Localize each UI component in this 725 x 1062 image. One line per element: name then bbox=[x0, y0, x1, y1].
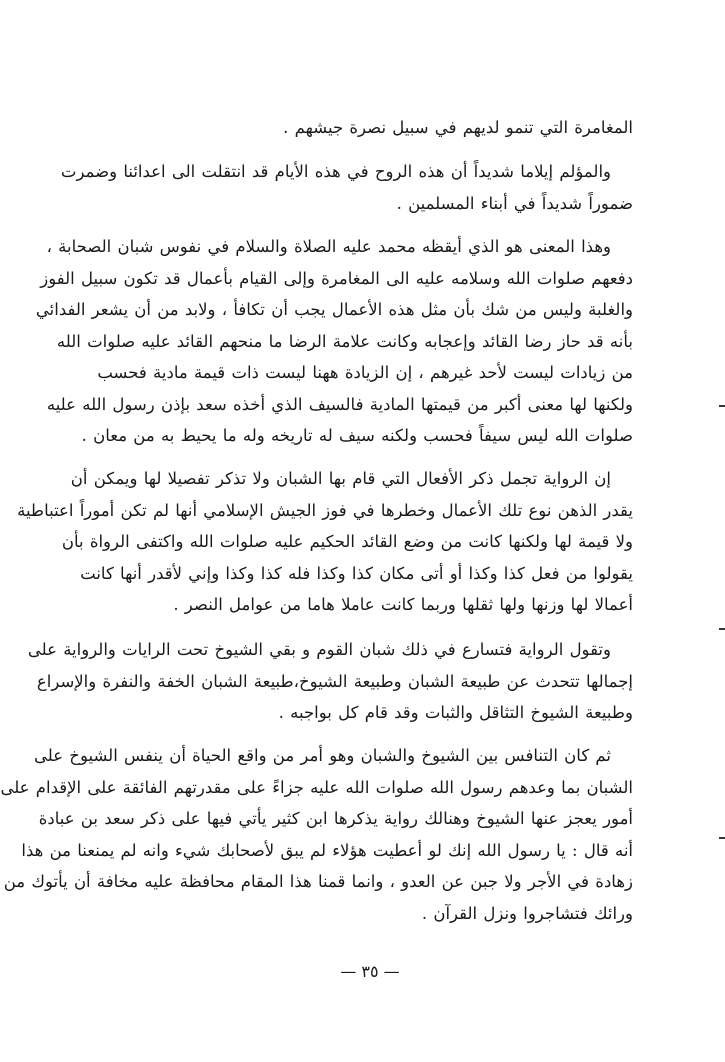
text-line: إن الرواية تجمل ذكر الأفعال التي قام بها الشبان ولا تذكر تفصيلا لها ويمكن أن bbox=[70, 469, 611, 488]
text-line: زهادة في الأجر ولا جبن عن العدو ، وانما قمنا هذا المقام محافظة عليه مخافة أن يأتوك من bbox=[3, 872, 633, 891]
text-line: من زيادات ليست لأحد غيرهم ، إن الزيادة ههنا ليست ذات قيمة مادية فحسب bbox=[97, 363, 633, 382]
text-line: أنه قال : يا رسول الله إنك لو أعطيت هؤلاء لم يبق لأصحابك شيء وانه لم يمنعنا من هذا bbox=[21, 840, 633, 860]
text-line: دفعهم صلوات الله وسلامه عليه الى المغامرة وإلى القيام بأعمال قد تكون سبيل الفوز bbox=[40, 268, 633, 288]
text-line: يقولوا من فعل كذا وكذا أو أتى مكان كذا وكذا فله كذا وكذا وإني لأقدر أنها كانت bbox=[80, 563, 633, 583]
text-line: الشبان بما وعدهم رسول الله صلوات الله عليه جزاءً على مقدرتهم الفائقة على الإقدام على bbox=[0, 777, 633, 797]
text-line: والغلبة وليس من شك بأن مثل هذه الأعمال يجب أن تكافأ ، ولابد من أن يشعر الفدائي bbox=[35, 300, 633, 319]
text-line: ثم كان التنافس بين الشيوخ والشبان وهو أمر من واقع الحياة أن ينفس الشيوخ على bbox=[33, 746, 611, 765]
paragraph-1-continuation bbox=[123, 112, 633, 144]
paragraph-4 bbox=[17, 463, 633, 621]
text-line: المغامرة التي تنمو لديهم في سبيل نصرة جيشهم . bbox=[283, 118, 633, 137]
scan-edge-mark bbox=[719, 837, 725, 839]
text-line: ولكنها لها معنى أكبر من قيمتها المادية فالسيف الذي أخذه سعد بإذن رسول الله عليه bbox=[46, 394, 633, 414]
text-line: ولا قيمة لها ولكنها كانت من وضع القائد الحكيم عليه صلوات الله واكتفى الرواة بأن bbox=[61, 532, 633, 551]
text-line: صلوات الله ليس سيفاً فحسب ولكنه سيف له تاريخه وله ما يحيط به من معان . bbox=[81, 426, 633, 445]
text-line: وطبيعة الشيوخ التثاقل والثبات وقد قام كل بواجبه . bbox=[278, 703, 633, 722]
text-line: وهذا المعنى هو الذي أيقظه محمد عليه الصلاة والسلام في نفوس شبان الصحابة ، bbox=[46, 237, 611, 256]
paragraph-6 bbox=[0, 740, 633, 929]
text-line: يقدر الذهن نوع تلك الأعمال وخطرها في فوز الجيش الإسلامي أنها لم تكن أموراً اعتباطية bbox=[17, 500, 633, 520]
paragraph-3 bbox=[35, 231, 633, 452]
text-line: والمؤلم إيلاما شديداً أن هذه الروح في هذه الأيام قد انتقلت الى اعدائنا وضمرت bbox=[60, 162, 611, 181]
text-line: أمور يعجز عنها الشيوخ وهنالك رواية يذكرها ابن كثير يأتي فيها على ذكر سعد بن عبادة bbox=[38, 809, 633, 828]
text-line: وتقول الرواية فتسارع في ذلك شبان القوم و بقي الشيوخ تحت الرايات والرواية على bbox=[27, 640, 611, 659]
text-line: ورائك فتشاجروا ونزل القرآن . bbox=[421, 903, 633, 923]
paragraph-2 bbox=[60, 156, 633, 219]
text-line: ضموراً شديداً في أبناء المسلمين . bbox=[396, 193, 633, 213]
paragraph-5 bbox=[27, 634, 633, 729]
text-line: إجمالها تتحدث عن طبيعة الشبان وطبيعة الشيوخ،طبيعة الشبان الخفة والنفرة والإسراع bbox=[36, 671, 633, 691]
page-number: — ٣٥ — bbox=[340, 962, 400, 981]
text-line: بأنه قد حاز رضا القائد وإعجابه وكانت علامة الرضا ما منحهم القائد عليه صلوات الله bbox=[56, 331, 633, 351]
scan-edge-mark bbox=[719, 628, 725, 630]
scan-edge-mark bbox=[719, 405, 725, 407]
text-line: أعمالا لها وزنها ولها ثقلها وربما كانت عاملا هاما من عوامل النصر . bbox=[173, 595, 633, 614]
